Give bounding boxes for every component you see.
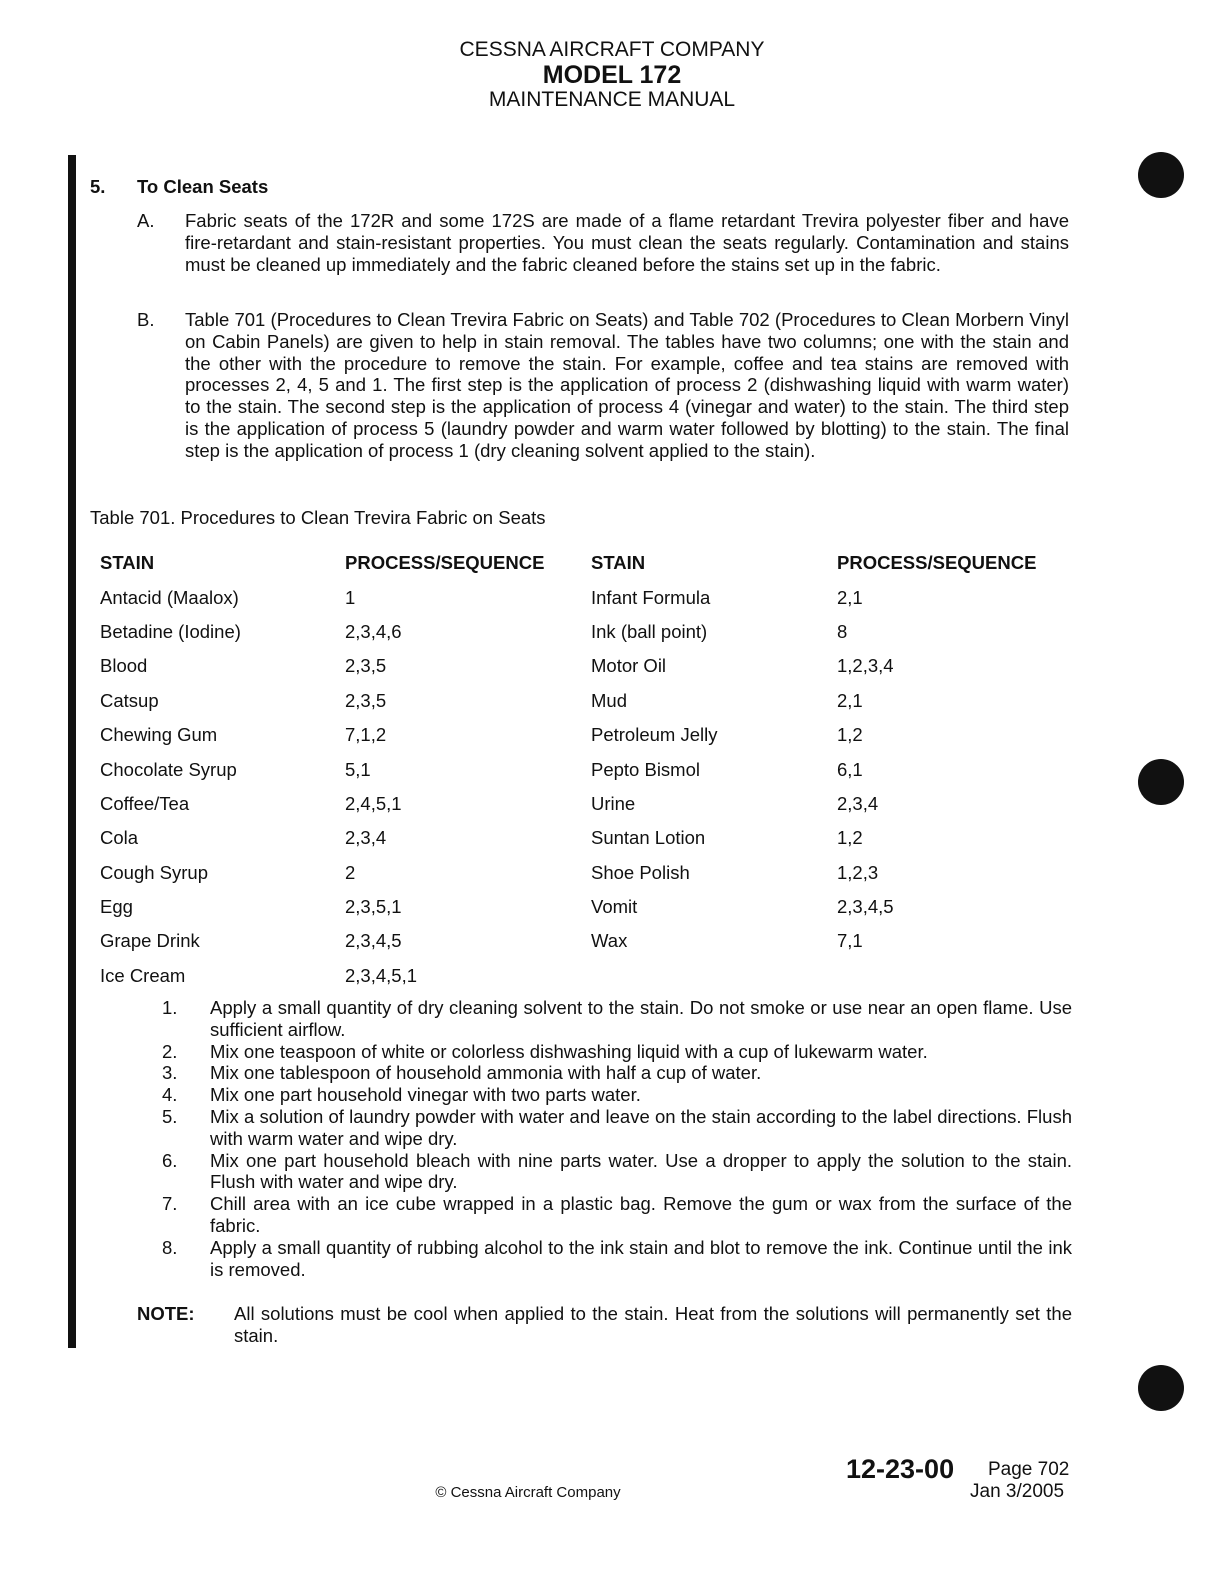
step-text: Chill area with an ice cube wrapped in a plastic bag. Remove the gum or wax from the surface of the fabric.: [210, 1193, 1072, 1236]
company-name: CESSNA AIRCRAFT COMPANY: [459, 38, 765, 61]
note-label: NOTE:: [137, 1303, 195, 1324]
step-number: 8.: [162, 1236, 178, 1258]
document-code: 12-23-00: [846, 1454, 955, 1484]
process-cell: 2,3,5: [345, 655, 387, 677]
table-body: [92, 580, 1057, 993]
table-row: [92, 959, 1057, 993]
table-row: [92, 890, 1057, 924]
copyright: © Cessna Aircraft Company: [435, 1484, 621, 1501]
process-cell: 7,1,2: [345, 724, 387, 746]
binder-hole-icon: [1138, 759, 1184, 805]
step-number: 2.: [162, 1040, 178, 1062]
step-text: Mix one teaspoon of white or colorless dishwashing liquid with a cup of lukewarm water.: [210, 1040, 928, 1062]
stain-cell: Wax: [591, 930, 628, 952]
paragraph-a: [137, 210, 1069, 275]
stain-cell: Ice Cream: [100, 964, 186, 986]
step-number: 6.: [162, 1149, 178, 1171]
paragraph-label: A.: [137, 210, 155, 231]
table-caption: Table 701. Procedures to Clean Trevira Fabric on Seats: [90, 507, 546, 528]
process-cell: 1,2,3,4: [837, 655, 894, 677]
table-row: [92, 752, 1057, 786]
note-text: All solutions must be cool when applied to the stain. Heat from the solutions will permanently set the stain.: [234, 1303, 1072, 1346]
process-cell: 2,3,4,5: [837, 896, 894, 918]
model-title: MODEL 172: [542, 61, 682, 89]
step-text: Mix one part household vinegar with two parts water.: [210, 1084, 641, 1106]
step-number: 3.: [162, 1062, 178, 1084]
stain-cell: Suntan Lotion: [591, 827, 706, 849]
process-cell: 2,3,5,1: [345, 896, 402, 918]
paragraph-text: Fabric seats of the 172R and some 172S are made of a flame retardant Trevira polyester fiber and have fire-retardant and stain-resistant properties. You must clean the seats regularly. Contamination and stains must be cleaned up immediately and the fabric cleaned before the stains set up in the fabric.: [185, 210, 1069, 275]
table-row: [92, 787, 1057, 821]
table-row: [92, 856, 1057, 890]
stain-cell: Petroleum Jelly: [591, 724, 718, 746]
binder-hole-icon: [1138, 152, 1184, 198]
process-cell: 8: [837, 620, 848, 642]
process-cell: 2: [345, 861, 356, 883]
stain-cell: Cough Syrup: [100, 861, 208, 883]
process-cell: 1,2: [837, 827, 863, 849]
process-cell: 2,3,4,6: [345, 620, 402, 642]
column-header: STAIN: [591, 552, 646, 574]
stain-cell: Antacid (Maalox): [100, 586, 239, 608]
stain-cell: Motor Oil: [591, 655, 667, 677]
stain-cell: Urine: [591, 792, 636, 814]
column-header: PROCESS/SEQUENCE: [345, 552, 545, 574]
process-cell: 7,1: [837, 930, 863, 952]
process-cell: 2,3,5: [345, 689, 387, 711]
stain-cell: Blood: [100, 655, 148, 677]
process-cell: [829, 959, 1057, 993]
step-text: Mix one part household bleach with nine parts water. Use a dropper to apply the solution to the stain. Flush with water and wipe dry.: [210, 1149, 1072, 1193]
process-cell: 2,1: [837, 689, 863, 711]
process-cell: 2,3,4: [837, 792, 879, 814]
binder-hole-icon: [1138, 1365, 1184, 1411]
table-row: [92, 924, 1057, 958]
table-row: [92, 821, 1057, 855]
revision-bar: [68, 155, 76, 1348]
stain-cell: Chewing Gum: [100, 724, 218, 746]
column-header: PROCESS/SEQUENCE: [837, 552, 1037, 574]
step-text: Mix a solution of laundry powder with water and leave on the stain according to the label directions. Flush with warm water and wipe dry.: [210, 1105, 1072, 1149]
process-cell: 6,1: [837, 758, 863, 780]
step-text: Mix one tablespoon of household ammonia with half a cup of water.: [210, 1062, 762, 1084]
stain-table: [92, 546, 1057, 993]
list-item: [162, 1084, 1072, 1106]
stain-cell: Coffee/Tea: [100, 792, 190, 814]
stain-cell: Egg: [100, 896, 133, 918]
list-item: [162, 1149, 1072, 1194]
step-number: 5.: [162, 1105, 178, 1127]
step-number: 4.: [162, 1084, 178, 1106]
process-cell: 2,3,4: [345, 827, 387, 849]
table-row: [92, 718, 1057, 752]
revision-date: Jan 3/2005: [970, 1481, 1065, 1502]
stain-cell: Vomit: [591, 896, 638, 918]
list-item: [162, 997, 1072, 1041]
stain-cell: Grape Drink: [100, 930, 200, 952]
process-cell: 2,4,5,1: [345, 792, 402, 814]
section-title: To Clean Seats: [137, 176, 269, 197]
stain-cell: Ink (ball point): [591, 620, 708, 642]
paragraph-label: B.: [137, 309, 155, 330]
process-cell: 1: [345, 586, 356, 608]
column-header: STAIN: [100, 552, 155, 574]
process-cell: 2,3,4,5,1: [345, 964, 418, 986]
page-number: Page 702: [988, 1459, 1070, 1480]
step-text: Apply a small quantity of rubbing alcohol to the ink stain and blot to remove the ink. Continue until the ink is removed.: [210, 1236, 1072, 1280]
stain-cell: [583, 959, 829, 993]
list-item: [162, 1040, 1072, 1063]
stain-cell: Shoe Polish: [591, 861, 690, 883]
process-cell: 2,3,4,5: [345, 930, 402, 952]
process-steps-list: [162, 997, 1072, 1280]
process-cell: 2,1: [837, 586, 863, 608]
section-number: 5.: [90, 176, 106, 197]
list-item: [162, 1193, 1072, 1237]
paragraph-text: Table 701 (Procedures to Clean Trevira Fabric on Seats) and Table 702 (Procedures to Clean Morbern Vinyl on Cabin Panels) are given to help in stain removal. The tables have two columns; one with the stain and the other with the procedure to remove the stain. For example, coffee and tea stains are removed with processes 2, 4, 5 and 1. The first step is the application of process 2 (dishwashing liquid with warm water) to the stain. The second step is the application of process 4 (vinegar and water) to the stain. The third step is the application of process 5 (laundry powder and warm water followed by blotting) to the stain. The final step is the application of process 1 (dry cleaning solvent applied to the stain).: [185, 309, 1069, 461]
stain-cell: Mud: [591, 689, 627, 711]
table-row: [92, 649, 1057, 683]
stain-cell: Infant Formula: [591, 586, 711, 608]
stain-cell: Catsup: [100, 689, 159, 711]
step-text: Apply a small quantity of dry cleaning solvent to the stain. Do not smoke or use near an open flame. Use sufficient airflow.: [210, 997, 1072, 1040]
stain-cell: Pepto Bismol: [591, 758, 700, 780]
step-number: 1.: [162, 997, 178, 1018]
list-item: [162, 1105, 1072, 1150]
table-row: [92, 580, 1057, 614]
stain-cell: Chocolate Syrup: [100, 758, 237, 780]
list-item: [162, 1236, 1072, 1281]
process-cell: 1,2: [837, 724, 863, 746]
page-header: [0, 38, 1224, 112]
table-row: [92, 684, 1057, 718]
step-number: 7.: [162, 1193, 178, 1215]
process-cell: 5,1: [345, 758, 371, 780]
table-header-row: [92, 546, 1057, 580]
paragraph-b: [137, 309, 1069, 462]
list-item: [162, 1062, 1072, 1084]
stain-cell: Cola: [100, 827, 139, 849]
manual-title: MAINTENANCE MANUAL: [488, 88, 736, 111]
process-cell: 1,2,3: [837, 861, 879, 883]
stain-cell: Betadine (Iodine): [100, 620, 241, 642]
table-row: [92, 615, 1057, 649]
